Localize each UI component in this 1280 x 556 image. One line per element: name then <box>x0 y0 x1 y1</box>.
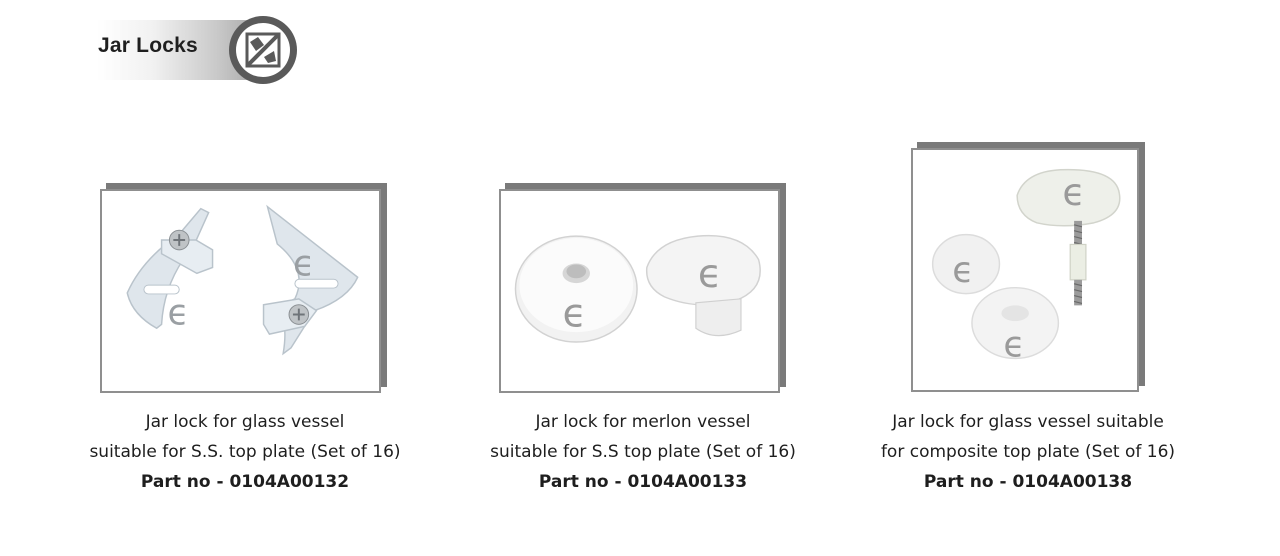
product-card-2[interactable] <box>499 189 780 393</box>
product-caption-1 <box>70 407 420 497</box>
svg-text:ϵ: ϵ <box>1003 324 1026 366</box>
svg-text:ϵ: ϵ <box>952 249 975 291</box>
product-caption-3 <box>853 407 1203 497</box>
glass-vessel-jar-lock-image <box>102 191 379 391</box>
part-number: Part no - 0104A00138 <box>923 472 1133 492</box>
merlon-vessel-jar-lock-image <box>501 191 778 391</box>
product-caption-2 <box>468 407 818 497</box>
part-number: Part no - 0104A00132 <box>140 472 350 492</box>
product-title-line-1: Jar lock for glass vessel suitable <box>892 412 1164 432</box>
svg-text:ϵ: ϵ <box>562 291 587 337</box>
svg-text:ϵ: ϵ <box>697 252 722 298</box>
product-title-line-1: Jar lock for glass vessel <box>145 412 345 432</box>
product-title-line-2: suitable for S.S. top plate (Set of 16) <box>89 442 401 462</box>
product-title-line-2: suitable for S.S top plate (Set of 16) <box>490 442 796 462</box>
part-number: Part no - 0104A00133 <box>538 472 748 492</box>
composite-top-plate-jar-lock-image <box>913 150 1137 390</box>
svg-text:ϵ: ϵ <box>292 243 315 285</box>
product-title-line-1: Jar lock for merlon vessel <box>535 412 751 432</box>
product-card-1[interactable] <box>100 189 381 393</box>
section-title: Jar Locks <box>98 34 198 57</box>
svg-text:ϵ: ϵ <box>167 292 190 334</box>
product-card-3[interactable] <box>911 148 1139 392</box>
product-title-line-2: for composite top plate (Set of 16) <box>880 442 1176 462</box>
svg-text:ϵ: ϵ <box>1062 170 1086 215</box>
no-pin-icon <box>228 15 298 85</box>
